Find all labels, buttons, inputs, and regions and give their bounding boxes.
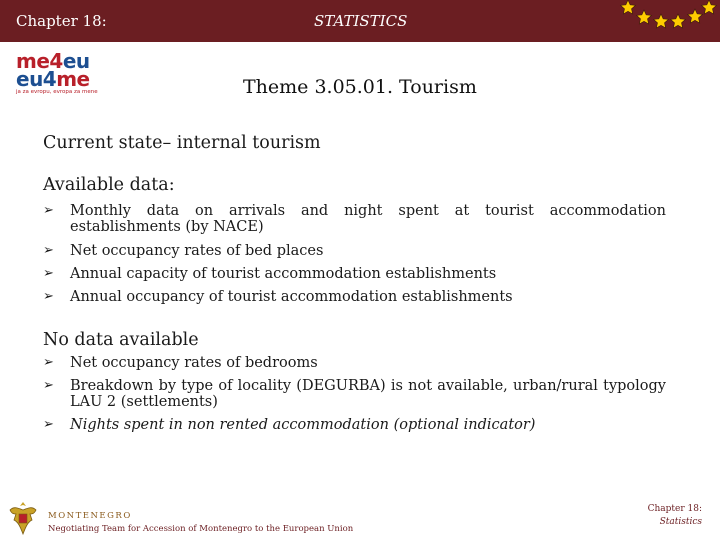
header-bar — [0, 0, 720, 42]
current-state-heading: Current state– internal tourism — [43, 133, 321, 153]
arrow-bullet-icon: ➢ — [43, 289, 54, 304]
list-item: ➢ Breakdown by type of locality (DEGURBA) is not available, urban/rural typology LAU 2 (settlements) — [43, 378, 666, 410]
arrow-bullet-icon: ➢ — [43, 378, 54, 393]
star-icon — [621, 0, 636, 14]
list-item: ➢ Monthly data on arrivals and night spent at tourist accommodation establishments (by NACE) — [43, 203, 666, 235]
star-icon — [688, 9, 703, 23]
list-item: ➢ Annual capacity of tourist accommodation establishments — [43, 266, 497, 282]
footer — [0, 496, 720, 540]
me4eu-logo — [16, 49, 116, 98]
list-item: ➢ Net occupancy rates of bedrooms — [43, 355, 318, 371]
slide-content — [43, 133, 666, 440]
star-icon — [637, 10, 652, 24]
arrow-bullet-icon: ➢ — [43, 203, 54, 218]
footer-country: MONTENEGRO — [48, 511, 132, 521]
available-data-heading: Available data: — [43, 175, 175, 195]
arrow-bullet-icon: ➢ — [43, 266, 54, 281]
no-data-heading: No data available — [43, 330, 199, 350]
list-item: ➢ Annual occupancy of tourist accommodation establishments — [43, 289, 513, 305]
logo-line-1: me4eu — [16, 49, 90, 73]
footer-chapter: Chapter 18: Statistics — [647, 504, 702, 527]
logo-line-2: eu4me — [16, 67, 90, 91]
star-icon — [702, 0, 717, 14]
star-icon — [671, 14, 686, 28]
eu-stars-icon — [612, 0, 720, 40]
section-label: STATISTICS — [314, 12, 408, 30]
logo-tagline: ja za evropu, evropa za mene — [16, 89, 98, 95]
arrow-bullet-icon: ➢ — [43, 243, 54, 258]
arrow-bullet-icon: ➢ — [43, 417, 54, 432]
list-item: ➢ Net occupancy rates of bed places — [43, 243, 324, 259]
list-item: ➢ Nights spent in non rented accommodation (optional indicator) — [43, 417, 536, 433]
no-data-list — [43, 355, 666, 433]
arrow-bullet-icon: ➢ — [43, 355, 54, 370]
available-data-list — [43, 203, 666, 305]
star-icon — [654, 14, 669, 28]
montenegro-crest-icon — [6, 500, 40, 536]
chapter-label: Chapter 18: — [16, 12, 107, 30]
page-title: Theme 3.05.01. Tourism — [243, 76, 477, 98]
footer-team: Negotiating Team for Accession of Montenegro to the European Union — [48, 524, 354, 534]
